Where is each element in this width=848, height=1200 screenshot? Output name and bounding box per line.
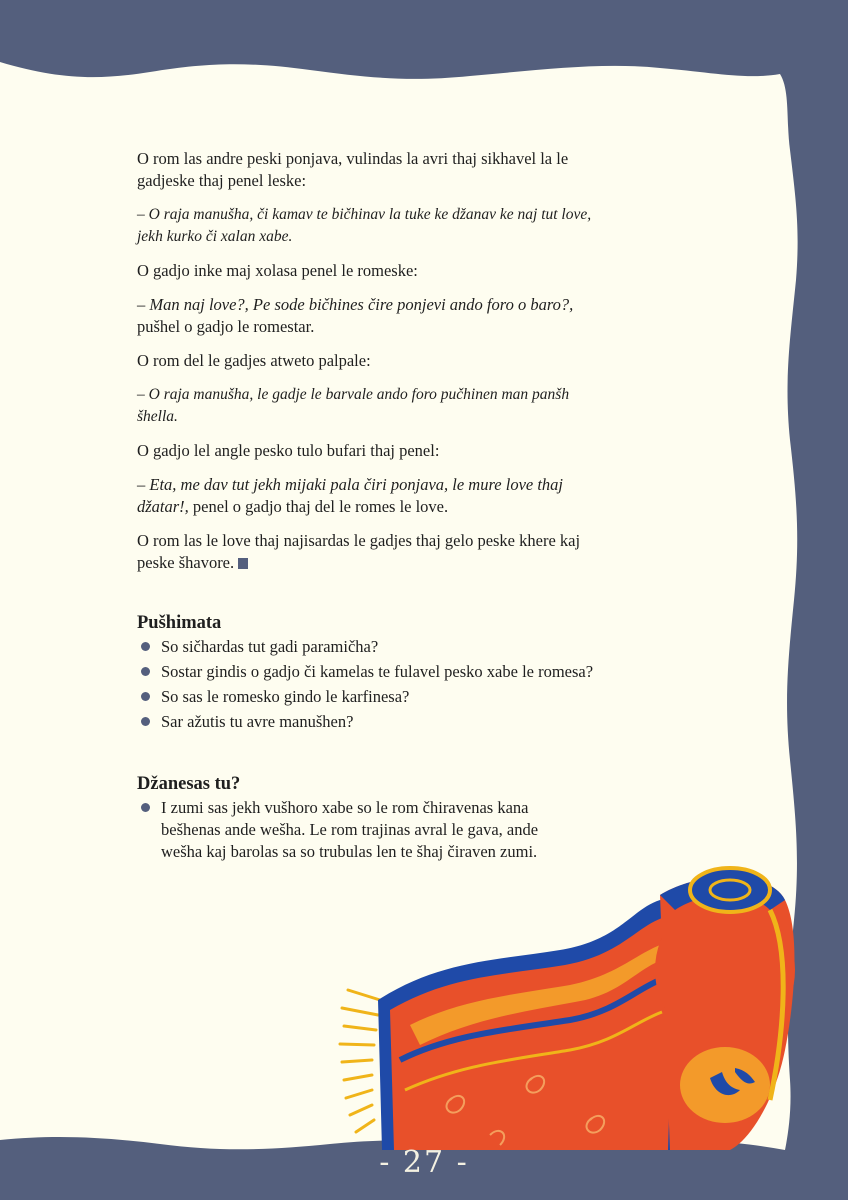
story-final-sentence: O rom las le love thaj najisardas le gadjes thaj gelo peske khere kaj peske šhavore. bbox=[137, 531, 581, 572]
story-paragraph: O rom del le gadjes atweto palpale: bbox=[137, 351, 371, 370]
list-item bbox=[137, 686, 597, 708]
bullet-icon bbox=[141, 803, 150, 812]
story-text bbox=[137, 148, 597, 574]
bullet-icon bbox=[141, 642, 150, 651]
dialogue-italic: – Eta, me dav tut jekh mijaki pala čiri ponjava, le mure love thaj džatar!, bbox=[137, 475, 564, 516]
dialogue-narration: penel o gadjo thaj del le romes le love. bbox=[188, 497, 449, 516]
story-paragraph: – O raja manušha, le gadje le barvale ando foro pučhinen man panšh šhella. bbox=[137, 386, 570, 425]
list-item bbox=[137, 797, 571, 863]
bullet-icon bbox=[141, 667, 150, 676]
question-text: Sar ažutis tu avre manušhen? bbox=[161, 712, 354, 731]
questions-section bbox=[137, 612, 597, 733]
list-item bbox=[137, 636, 597, 658]
end-square-icon bbox=[238, 558, 248, 569]
story-paragraph bbox=[137, 530, 597, 574]
questions-list bbox=[137, 636, 597, 733]
story-paragraph: O gadjo lel angle pesko tulo bufari thaj penel: bbox=[137, 441, 440, 460]
story-paragraph bbox=[137, 474, 597, 518]
story-paragraph: O rom las andre peski ponjava, vulindas la avri thaj sikhavel la le gadjeske thaj penel leske: bbox=[137, 149, 569, 190]
page-content bbox=[137, 148, 597, 866]
rolled-carpet-illustration bbox=[330, 850, 800, 1160]
list-item bbox=[137, 711, 597, 733]
dialogue-italic: – Man naj love?, Pe sode bičhines čire ponjevi ando foro o baro?, bbox=[137, 295, 574, 314]
did-you-know-section bbox=[137, 773, 597, 863]
facts-list bbox=[137, 797, 597, 863]
list-item bbox=[137, 661, 597, 683]
question-text: So sičhardas tut gadi paramičha? bbox=[161, 637, 379, 656]
bullet-icon bbox=[141, 717, 150, 726]
dialogue-narration: pušhel o gadjo le romestar. bbox=[137, 317, 315, 336]
story-paragraph: – O raja manušha, či kamav te bičhinav la tuke ke džanav ke naj tut love, jekh kurko či xalan xabe. bbox=[137, 206, 592, 245]
story-paragraph bbox=[137, 294, 597, 338]
bullet-icon bbox=[141, 692, 150, 701]
question-text: Sostar gindis o gadjo či kamelas te fulavel pesko xabe le romesa? bbox=[161, 662, 594, 681]
story-paragraph: O gadjo inke maj xolasa penel le romeske: bbox=[137, 261, 418, 280]
questions-title: Pušhimata bbox=[137, 613, 222, 633]
page-number: - 27 - bbox=[379, 1145, 469, 1180]
did-you-know-title: Džanesas tu? bbox=[137, 774, 241, 794]
fact-text: I zumi sas jekh vušhoro xabe so le rom čhiravenas kana bešhenas ande wešha. Le rom trajinas avral le gava, ande wešha kaj barolas sa so trubulas len te šhaj čiraven zumi. bbox=[161, 798, 539, 861]
question-text: So sas le romesko gindo le karfinesa? bbox=[161, 687, 410, 706]
